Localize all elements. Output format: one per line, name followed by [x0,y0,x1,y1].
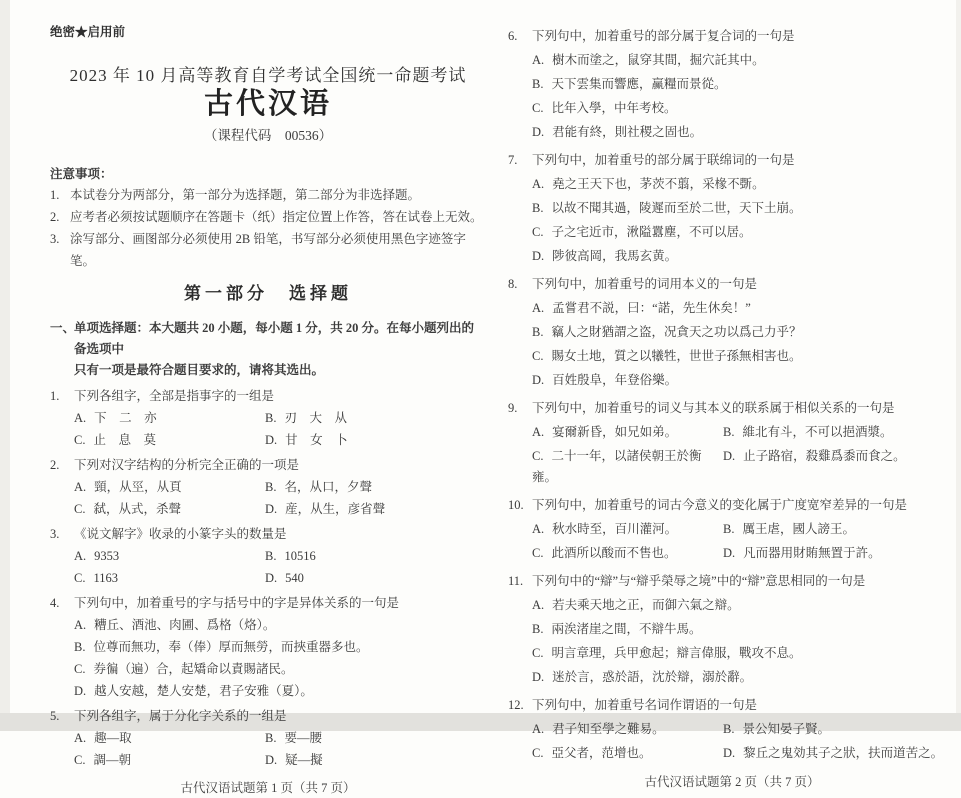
option-a [74,408,265,428]
question-number: 1. [50,389,60,403]
question-stem [508,398,956,419]
option-text: 君子知至學之難易。 [552,722,665,736]
option-a [74,546,265,566]
option-text: 明言章理，兵甲愈起；辯言偉服，戰攻不息。 [551,646,802,660]
question-text: 下列句中，加着重号的词古今意义的变化属于广度宽窄差异的一句是 [532,498,908,512]
option-label: D. [74,684,87,698]
option-label: B. [265,411,277,425]
part1-heading: 第一部分 选择题 [184,284,352,303]
option-b [508,74,956,95]
option-text: 名，从口，夕聲 [284,480,372,494]
option-d [50,681,486,701]
option-text: 趣—取 [94,731,132,745]
option-label: D. [265,502,278,516]
option-text: 位尊而無功，奉（俸）厚而無勞，而挾重器多也。 [93,640,369,654]
option-a [508,50,956,71]
note-text: 应考者必须按试题顺序在答题卡（纸）指定位置上作答，答在试卷上无效。 [70,210,483,224]
question-stem [50,386,486,406]
option-d [508,246,956,267]
option-label: C. [532,101,544,115]
option-label: C. [532,746,544,760]
options-grid [508,419,956,488]
section-intro-line1: 单项选择题：本大题共 20 小题，每小题 1 分，共 20 分。在每小题列出的备选项中 [74,321,475,356]
option-c [74,430,265,450]
options-grid [50,544,486,588]
option-text: 若夫乘天地之正，而御六氣之辯。 [552,598,740,612]
question-10 [508,495,956,564]
note-text: 本试卷分为两部分，第一部分为选择题，第二部分为非选择题。 [70,188,421,202]
option-label: D. [265,571,278,585]
option-b [508,198,956,219]
option-label: D. [532,373,545,387]
option-text: 賜女土地，質之以犧牲，世世子孫無相害也。 [551,349,802,363]
option-text: 下 二 亦 [94,411,157,425]
option-text: 宴爾新昏，如兄如弟。 [552,425,678,439]
option-label: B. [265,480,277,494]
option-text: 景公知晏子賢。 [742,722,830,736]
option-b [265,728,486,748]
option-b [723,719,956,740]
section-number: 一、 [50,321,76,335]
question-stem [508,695,956,716]
question-number: 8. [508,277,518,291]
page-1 [50,22,486,798]
option-label: C. [74,753,86,767]
options-grid [50,475,486,519]
option-b [265,408,486,428]
note-item-2 [50,206,486,228]
option-a [532,719,723,740]
option-text: 亞父者，范增也。 [551,746,652,760]
option-d [508,122,956,143]
option-b [265,477,486,497]
option-text: 券徧（遍）合，起矯命以責賜諸民。 [93,662,294,676]
option-label: C. [532,225,544,239]
option-d [265,750,486,770]
option-text: 子之宅近市，湫隘囂塵，不可以居。 [551,225,752,239]
option-b [265,546,486,566]
question-number: 7. [508,153,518,167]
question-2 [50,455,486,519]
option-text: 止子路宿，殺雞爲黍而食之。 [743,449,906,463]
option-text: 10516 [284,549,316,563]
question-text: 下列句中，加着重号的部分属于联绵词的一句是 [532,153,795,167]
option-d [265,568,486,588]
option-text: 疑—擬 [285,753,323,767]
option-c [50,659,486,679]
scan-edge-right [956,0,961,731]
option-d [265,499,486,519]
section-intro [50,318,486,381]
question-number: 11. [508,574,524,588]
option-text: 甘 女 卜 [285,433,348,447]
option-label: A. [532,301,545,315]
question-stem [508,26,956,47]
option-a [74,477,265,497]
option-d [508,667,956,688]
option-text: 迷於言，惑於語，沈於辯，溺於辭。 [552,670,753,684]
option-label: D. [532,670,545,684]
option-label: D. [265,753,278,767]
option-b [723,422,956,443]
question-number: 9. [508,401,518,415]
question-text: 下列句中的“辯”与“辯乎榮辱之境”中的“辯”意思相同的一句是 [532,574,866,588]
option-c [74,750,265,770]
option-text: 以故不聞其過，陵遲而至於二世，天下土崩。 [551,201,802,215]
option-label: B. [532,325,544,339]
question-7 [508,150,956,267]
options-grid [508,516,956,564]
question-text: 下列句中，加着重号的部分属于复合词的一句是 [532,29,795,43]
question-stem [508,495,956,516]
option-text: 君能有終，則社稷之固也。 [552,125,703,139]
option-label: A. [532,722,545,736]
option-a [508,298,956,319]
option-label: B. [265,549,277,563]
question-12 [508,695,956,764]
options-grid [50,726,486,770]
option-label: B. [723,722,735,736]
option-text: 刃 大 从 [284,411,347,425]
option-text: 天下雲集而響應，赢糧而景從。 [551,77,727,91]
option-c [508,643,956,664]
option-label: A. [74,549,87,563]
option-c [508,222,956,243]
option-label: C. [74,662,86,676]
option-label: B. [532,77,544,91]
question-number: 10. [508,498,524,512]
option-text: 秋水時至，百川灌河。 [552,522,678,536]
option-d [265,430,486,450]
option-text: 頸，从巠，从頁 [94,480,182,494]
question-number: 2. [50,458,60,472]
option-label: C. [532,546,544,560]
option-label: A. [74,731,87,745]
option-label: A. [532,598,545,612]
option-text: 弑，从式，杀聲 [93,502,181,516]
course-code: （课程代码 00536） [203,128,333,143]
note-number: 2. [50,210,60,224]
options-grid [508,716,956,764]
option-label: D. [723,449,736,463]
option-c [508,98,956,119]
option-label: B. [265,731,277,745]
option-c [532,543,723,564]
option-label: B. [723,522,735,536]
option-label: C. [74,433,86,447]
option-a [50,615,486,635]
option-a [508,595,956,616]
question-5 [50,706,486,770]
option-text: 陟彼高岡，我馬玄黄。 [552,249,678,263]
question-text: 下列各组字，属于分化字关系的一组是 [74,709,287,723]
option-label: B. [532,201,544,215]
option-label: A. [532,425,545,439]
option-d [723,543,956,564]
option-text: 二十一年，以諸侯朝王於衡雍。 [532,449,702,484]
page-2 [508,26,956,792]
option-a [532,422,723,443]
option-text: 堯之王天下也，茅茨不翦，采椽不斲。 [552,177,765,191]
question-stem [50,593,486,613]
option-c [532,446,723,488]
exam-session-title: 2023 年 10 月高等教育自学考试全国统一命题考试 [69,66,467,85]
question-6 [508,26,956,143]
question-number: 4. [50,596,60,610]
options-grid [50,406,486,450]
option-a [74,728,265,748]
question-3 [50,524,486,588]
option-c [74,499,265,519]
question-stem [50,706,486,726]
option-text: 凡而器用財賄無置于許。 [743,546,881,560]
option-label: A. [74,480,87,494]
page1-footer: 古代汉语试题第 1 页（共 7 页） [180,781,356,795]
question-text: 下列对汉字结构的分析完全正确的一项是 [74,458,300,472]
option-text: 此酒所以酸而不售也。 [551,546,677,560]
section-intro-line2: 只有一项是最符合题目要求的，请将其选出。 [74,363,325,377]
option-text: 黎丘之鬼効其子之狀，扶而道苦之。 [743,746,944,760]
page2-footer: 古代汉语试题第 2 页（共 7 页） [644,775,820,789]
question-stem [508,274,956,295]
option-text: 百姓殷阜，年登俗樂。 [552,373,678,387]
classification-label: 绝密★启用前 [50,25,126,39]
option-text: 維北有斗，不可以挹酒漿。 [742,425,893,439]
note-number: 1. [50,188,60,202]
scan-edge-left [0,0,10,731]
option-label: D. [532,249,545,263]
question-text: 《说文解字》收录的小篆字头的数量是 [74,527,287,541]
question-8 [508,274,956,391]
option-text: 厲王虐，國人謗王。 [742,522,855,536]
question-stem [50,524,486,544]
option-label: C. [532,449,544,463]
option-d [723,743,956,764]
option-text: 1163 [93,571,119,585]
option-label: A. [532,522,545,536]
option-label: C. [74,571,86,585]
option-b [50,637,486,657]
option-label: C. [532,349,544,363]
option-text: 越人安越，楚人安楚，君子安雅（夏）。 [94,684,313,698]
option-label: B. [723,425,735,439]
option-label: C. [74,502,86,516]
option-text: 止 息 莫 [93,433,156,447]
option-label: B. [532,622,544,636]
option-label: D. [723,546,736,560]
question-text: 下列句中，加着重号名词作谓语的一句是 [532,698,758,712]
question-number: 6. [508,29,518,43]
option-d [508,370,956,391]
option-text: 要—腰 [284,731,322,745]
question-text: 下列句中，加着重号的词义与其本义的联系属于相似关系的一句是 [532,401,895,415]
question-4 [50,593,486,701]
option-label: D. [723,746,736,760]
option-label: C. [532,646,544,660]
option-text: 調—朝 [93,753,131,767]
option-d [723,446,956,488]
question-stem [50,455,486,475]
option-label: B. [74,640,86,654]
note-text: 涂写部分、画图部分必须使用 2B 铅笔，书写部分必须使用黑色字迹签字笔。 [70,232,466,268]
note-item-1 [50,184,486,206]
question-text: 下列句中，加着重号的词用本义的一句是 [532,277,758,291]
option-c [74,568,265,588]
notes-heading: 注意事项： [50,167,113,181]
option-text: 兩涘渚崖之間，不辯牛馬。 [551,622,702,636]
question-1 [50,386,486,450]
question-stem [508,150,956,171]
question-11 [508,571,956,688]
option-a [508,174,956,195]
option-c [508,346,956,367]
note-number: 3. [50,232,60,246]
option-text: 樹木而塗之，鼠穿其間，掘穴託其中。 [552,53,765,67]
question-stem [508,571,956,592]
option-label: D. [265,433,278,447]
option-b [508,322,956,343]
option-b [723,519,956,540]
question-9 [508,398,956,488]
option-c [532,743,723,764]
question-number: 5. [50,709,60,723]
option-text: 比年入學，中年考校。 [551,101,677,115]
option-label: A. [74,411,87,425]
option-text: 540 [285,571,304,585]
option-b [508,619,956,640]
question-number: 3. [50,527,60,541]
option-text: 孟嘗君不説，曰：“諾，先生休矣！” [552,301,751,315]
option-text: 9353 [94,549,120,563]
exam-subject-title: 古代汉语 [203,88,332,120]
option-text: 竊人之財猶謂之盗，况貪天之功以爲己力乎？ [551,325,802,339]
question-text: 下列各组字，全部是指事字的一组是 [74,389,275,403]
option-label: A. [532,53,545,67]
option-label: A. [532,177,545,191]
option-label: A. [74,618,87,632]
question-text: 下列句中，加着重号的字与括号中的字是异体关系的一句是 [74,596,400,610]
option-text: 糟丘、酒池、肉圃、爲格（烙）。 [94,618,276,632]
option-a [532,519,723,540]
question-number: 12. [508,698,524,712]
option-text: 産，从生，彦省聲 [285,502,386,516]
option-label: D. [532,125,545,139]
note-item-3 [50,228,486,272]
